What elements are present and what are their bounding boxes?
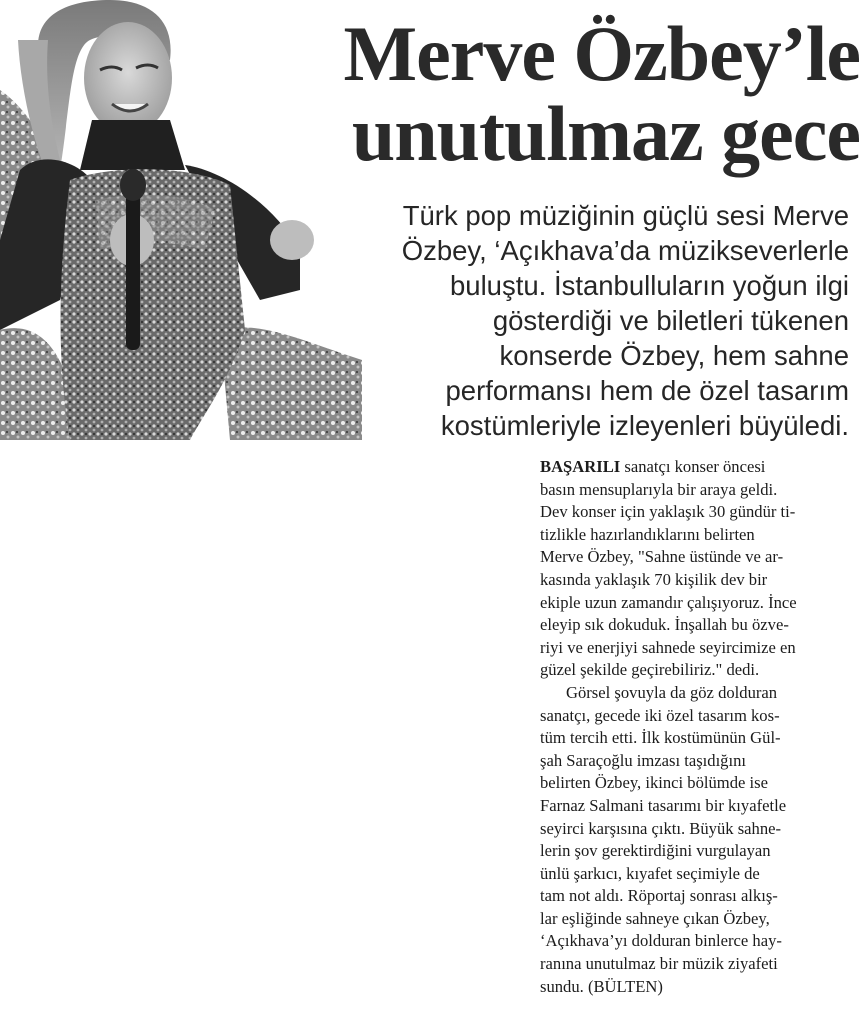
body-line: ünlü şarkıcı, kıyafet seçimiyle de <box>540 863 760 883</box>
body-line: Farnaz Salmani tasarımı bir kıyafetle <box>540 795 787 815</box>
body-line: seyirci karşısına çıktı. Büyük sahne- <box>540 818 782 838</box>
deck-line: gösterdiği ve biletleri tükenen <box>492 305 849 336</box>
body-line: lerin şov gerektirdiğini vurgulayan <box>540 841 771 861</box>
deck-line: kostümleriyle izleyenleri büyüledi. <box>440 410 849 441</box>
deck-line: Özbey, ‘Açıkhava’da müzikseverlerle <box>401 235 849 266</box>
body-line: sundu. (BÜLTEN) <box>540 976 663 996</box>
body-line: tam not aldı. Röportaj sonrası alkış- <box>540 886 778 906</box>
body-line: tizlikle hazırlandıklarını belirten <box>540 524 755 544</box>
lead-word: BAŞARILI <box>540 457 621 476</box>
deck-line: konserde Özbey, hem sahne <box>499 340 849 371</box>
body-line: riyi ve enerjiyi sahnede seyircimize en <box>540 637 796 657</box>
headline <box>210 10 860 177</box>
deck-lead <box>329 198 849 443</box>
body-line: sanatçı, gecede iki özel tasarım kos- <box>540 705 780 725</box>
body-line: eleyip sık dokuduk. İnşallah bu özve- <box>540 615 789 635</box>
body-line: ranına unutulmaz bir müzik ziyafeti <box>540 954 778 974</box>
body-line: kasında yaklaşık 70 kişilik dev bir <box>540 569 768 589</box>
lead-rest: sanatçı konser öncesi <box>620 457 766 476</box>
body-line: ‘Açıkhava’yı dolduran binlerce hay- <box>540 931 782 951</box>
body-line: lar eşliğinde sahneye çıkan Özbey, <box>540 908 770 928</box>
headline-line-1: Merve Özbey’le <box>343 10 860 97</box>
deck-line: Türk pop müziğinin güçlü sesi Merve <box>402 200 849 231</box>
headline-line-2: unutulmaz gece <box>351 90 860 177</box>
body-line: basın mensuplarıyla bir araya geldi. <box>540 479 778 499</box>
deck-line: performansı hem de özel tasarım <box>445 375 849 406</box>
body-line: tüm tercih etti. İlk kostümünün Gül- <box>540 728 781 748</box>
body-line: şah Saraçoğlu imzası taşıdığını <box>540 750 746 770</box>
body-line <box>540 456 858 479</box>
body-line: Görsel şovuyla da göz dolduran <box>566 682 778 702</box>
body-line: ekiple uzun zamandır çalışıyoruz. İnce <box>540 592 797 612</box>
body-line: Merve Özbey, "Sahne üstünde ve ar- <box>540 547 784 567</box>
body-line: güzel şekilde geçirebiliriz." dedi. <box>540 660 760 680</box>
deck-line: buluştu. İstanbulluların yoğun ilgi <box>449 270 849 301</box>
body-line: belirten Özbey, ikinci bölümde ise <box>540 773 768 793</box>
body-line: Dev konser için yaklaşık 30 gündür ti- <box>540 502 796 522</box>
article-body <box>540 456 858 998</box>
